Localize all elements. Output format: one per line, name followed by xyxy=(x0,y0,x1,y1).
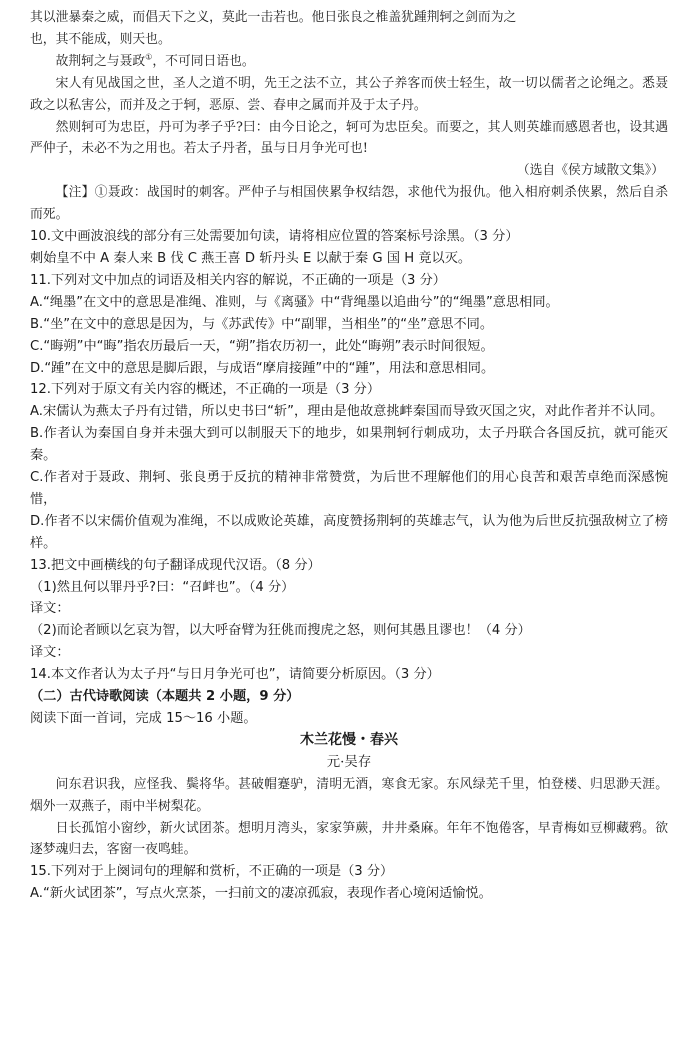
option-d: D.“踵”在文中的意思是脚后跟，与成语“摩肩接踵”中的“踵”，用法和意思相同。 xyxy=(30,360,495,376)
option-b: B.作者认为秦国自身并未强大到可以制服天下的地步，如果荆轲行刺成功，太子丹联合各国反抗，就可能灭秦。 xyxy=(30,426,668,464)
question-13: 13.把文中画横线的句子翻译成现代汉语。（8 分） xyxy=(30,557,321,573)
section-intro: 阅读下面一首词，完成 15～16 小题。 xyxy=(30,711,257,726)
passage-text: 故荆轲之与聂政 xyxy=(55,53,146,69)
poem-author: 元·吴存 xyxy=(326,754,372,770)
question-14: 14.本文作者认为太子丹“与日月争光可也”，请简要分析原因。（3 分） xyxy=(30,667,440,683)
translation-label: 译文： xyxy=(30,645,70,661)
source-citation: （选自《侯方域散文集》） xyxy=(516,163,664,179)
passage-line: 也，其不能成，则天也。 xyxy=(30,31,171,47)
question-11: 11.下列对文中加点的词语及相关内容的解说，不正确的一项是（3 分） xyxy=(30,272,446,288)
exam-page xyxy=(30,7,668,905)
annotation-note: 【注】①聂政：战国时的刺客。严仲子与相国侠累争权结怨，求他代为报仇。他入相府刺杀侠累，然后自杀而死。 xyxy=(30,185,668,223)
poem-stanza: 问东君识我，应怪我、鬓将华。甚破帽蹇驴，清明无酒，寒食无家。东风绿芜千里，怕登楼、归思渺天涯。烟外一双燕子，雨中半树梨花。 xyxy=(30,776,668,814)
passage-paragraph xyxy=(30,51,668,73)
question-10: 10.文中画波浪线的部分有三处需要加句读，请将相应位置的答案标号涂黑。（3 分） xyxy=(30,229,519,245)
option-a: A.宋儒认为燕太子丹有过错，所以史书曰“斩”，理由是他故意挑衅秦国而导致灭国之灾，对此作者并不认同。 xyxy=(30,404,664,420)
passage-text: ，不可同日语也。 xyxy=(152,53,255,69)
question-10-text: 刺始皇不中 A 秦人来 B 伐 C 燕王喜 D 斩丹头 E 以献于秦 G 国 H 竟以灭。 xyxy=(30,250,472,266)
poem-title: 木兰花慢・春兴 xyxy=(300,731,398,748)
option-c: C.作者对于聂政、荆轲、张良勇于反抗的精神非常赞赏，为后世不理解他们的用心良苦和艰苦卓绝而深感惋惜， xyxy=(30,470,668,507)
poem-stanza: 日长孤馆小窗纱，新火试团茶。想明月湾头，家家笋蕨，井井桑麻。年年不饱倦客，早青梅如豆柳藏鸦。欲逐梦魂归去，客窗一夜鸣蛙。 xyxy=(30,820,668,858)
passage-line: 其以泄暴秦之威，而倡天下之义，莫此一击若也。他日张良之椎盖犹踵荆轲之剑而为之 xyxy=(30,10,517,25)
question-13-1: （1)然且何以罪丹乎?曰：“召衅也”。（4 分） xyxy=(30,579,295,595)
question-13-2: （2)而论者顾以乞哀为智，以大呼奋臂为狂佻而搜虎之怒，则何其愚且谬也！（4 分） xyxy=(30,623,531,639)
footnote-marker: ① xyxy=(145,52,153,62)
section-heading: （二）古代诗歌阅读（本题共 2 小题，9 分） xyxy=(30,689,300,705)
option-c: C.“晦朔”中“晦”指农历最后一天，“朔”指农历初一，此处“晦朔”表示时间很短。 xyxy=(30,338,494,354)
option-b: B.“坐”在文中的意思是因为，与《苏武传》中“副罪，当相坐”的“坐”意思不同。 xyxy=(30,316,494,332)
option-a: A.“绳墨”在文中的意思是准绳、准则，与《离骚》中“背绳墨以追曲兮”的“绳墨”意思相同。 xyxy=(30,294,559,310)
option-d: D.作者不以宋儒价值观为准绳，不以成败论英雄，高度赞扬荆轲的英雄志气，认为他为后世反抗强敌树立了榜样。 xyxy=(30,513,668,551)
question-12: 12.下列对于原文有关内容的概述，不正确的一项是（3 分） xyxy=(30,382,381,398)
passage-paragraph: 然则轲可为忠臣，丹可为孝子乎?曰：由今日论之，轲可为忠臣矣。而要之，其人则英雄而感恩者也，设其遇严仲子，未必不为之用也。若太子丹者，虽与日月争光可也! xyxy=(30,119,668,157)
question-15: 15.下列对于上阕词句的理解和赏析，不正确的一项是（3 分） xyxy=(30,864,394,880)
passage-paragraph: 宋人有见战国之世，圣人之道不明，先王之法不立，其公子养客而侠士轻生，故一切以儒者之论绳之。悉聂政之以私害公，而并及之于轲，恶原、尝、春申之属而并及于太子丹。 xyxy=(30,75,668,113)
option-a: A.“新火试团茶”，写点火烹茶，一扫前文的凄凉孤寂，表现作者心境闲适愉悦。 xyxy=(30,886,492,902)
translation-label: 译文： xyxy=(30,601,70,617)
